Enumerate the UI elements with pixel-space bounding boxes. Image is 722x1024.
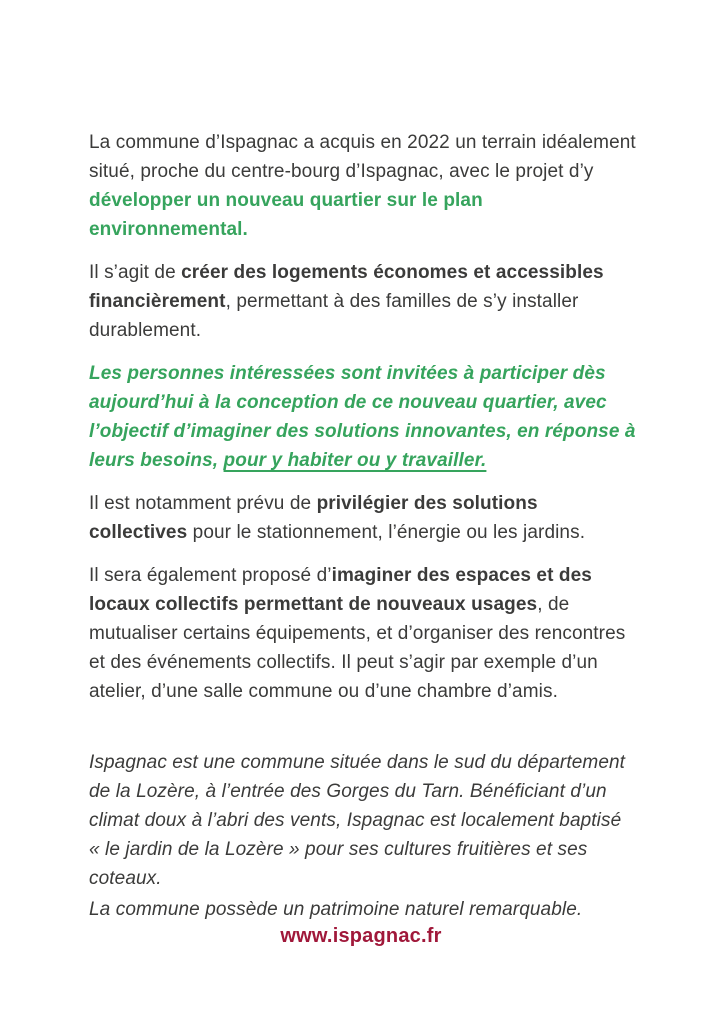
text-segment: développer un nouveau quartier sur le plan environnemental.: [89, 190, 483, 240]
paragraph: [89, 748, 637, 893]
text-segment: La commune possède un patrimoine naturel remarquable.: [89, 899, 583, 920]
body-text-block: [89, 128, 637, 924]
footer: [0, 925, 722, 948]
text-segment: , permettant à des familles de s’y installer durablement.: [89, 291, 579, 341]
text-segment: La commune d’Ispagnac a acquis en 2022 un terrain idéalement situé, proche du centre-bourg d’Ispagnac, avec le projet d’y: [89, 132, 636, 182]
paragraph: [89, 895, 637, 924]
text-segment: Il s’agit de: [89, 262, 182, 283]
paragraph: [89, 489, 637, 547]
text-segment: , de mutualiser certains équipements, et d’organiser des rencontres et des événements collectifs. Il peut s’agir par exemple d’un atelier, d’une salle commune ou d’une chambre d’amis.: [89, 594, 626, 702]
text-segment: créer des logements économes et accessibles financièrement: [89, 262, 604, 312]
paragraph: [89, 128, 637, 244]
text-segment: Il est notamment prévu de: [89, 493, 317, 514]
paragraph: [89, 359, 637, 475]
text-segment: privilégier des solutions collectives: [89, 493, 538, 543]
text-segment: Les personnes intéressées sont invitées à participer dès aujourd’hui à la conception de ce nouveau quartier, avec l’objectif d’imaginer des solutions innovantes, en réponse à leurs besoins,: [89, 363, 636, 471]
paragraph: [89, 561, 637, 706]
website-link[interactable]: www.ispagnac.fr: [280, 925, 442, 947]
text-segment: imaginer des espaces et des locaux collectifs permettant de nouveaux usages: [89, 565, 592, 615]
text-segment: Ispagnac est une commune située dans le sud du département de la Lozère, à l’entrée des Gorges du Tarn. Bénéficiant d’un climat doux à l’abri des vents, Ispagnac est localement baptisé « le jardin de la Lozère » pour ses cultures fruitières et ses coteaux.: [89, 752, 626, 889]
paragraph: [89, 258, 637, 345]
text-segment: Il sera également proposé d’: [89, 565, 332, 586]
text-segment: pour y habiter ou y travailler.: [223, 450, 487, 471]
text-segment: pour le stationnement, l’énergie ou les jardins.: [187, 522, 586, 543]
